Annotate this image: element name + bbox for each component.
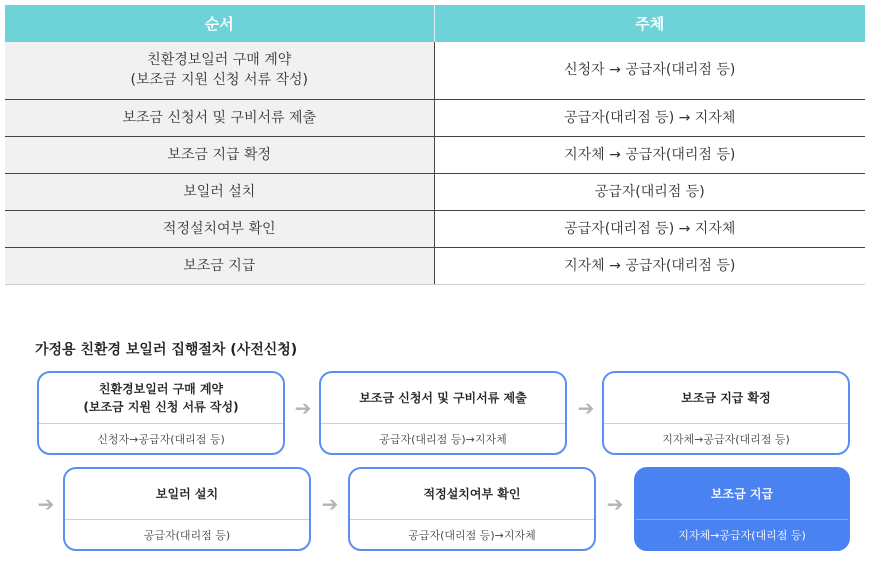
step-cell: 보조금 신청서 및 구비서류 제출	[5, 99, 434, 136]
table-row	[5, 210, 865, 247]
flow-title: 가정용 친환경 보일러 집행절차 (사전신청)	[35, 342, 298, 358]
step-line1: 친환경보일러 구매 계약	[147, 52, 292, 69]
flow-step-title	[39, 373, 283, 424]
flow-step-verify-installation	[348, 467, 596, 551]
table-row	[5, 136, 865, 173]
actor-cell: 지자체 → 공급자(대리점 등)	[434, 247, 865, 284]
table-row	[5, 247, 865, 284]
flow-step-title-line1: 보일러 설치	[155, 487, 219, 501]
flow-step-title-line1: 친환경보일러 구매 계약	[98, 382, 224, 396]
arrow-right-icon: ➔	[577, 396, 595, 420]
table-row	[5, 99, 865, 136]
step-cell: 적정설치여부 확인	[5, 210, 434, 247]
flow-step-confirm-subsidy	[602, 371, 850, 455]
flow-step-title-line1: 보조금 지급	[710, 487, 774, 501]
flow-step-title	[321, 373, 565, 424]
flow-step-title	[350, 469, 594, 520]
flow-step-title-line2: (보조금 지원 신청 서류 작성)	[83, 400, 239, 414]
arrow-right-icon: ➔	[321, 492, 339, 516]
table-row	[5, 42, 865, 99]
step-cell: 보조금 지급	[5, 247, 434, 284]
flow-step-actor: 공급자(대리점 등)→지자체	[379, 432, 507, 446]
flow-step-actor: 신청자→공급자(대리점 등)	[97, 432, 225, 446]
actor-cell: 공급자(대리점 등) → 지자체	[434, 99, 865, 136]
flow-step-actor: 공급자(대리점 등)→지자체	[408, 528, 536, 542]
actor-cell: 신청자 → 공급자(대리점 등)	[434, 42, 865, 99]
step-cell: 보조금 지급 확정	[5, 136, 434, 173]
table-header-row	[5, 5, 865, 42]
flow-step-title-line1: 보조금 지급 확정	[681, 391, 771, 405]
step-cell	[5, 42, 434, 99]
arrow-right-icon: ➔	[37, 492, 55, 516]
process-table	[5, 5, 865, 285]
flow-step-title-line1: 적정설치여부 확인	[423, 487, 521, 501]
flow-step-actor: 공급자(대리점 등)	[143, 528, 231, 542]
header-order: 순서	[5, 5, 434, 42]
flow-step-title	[65, 469, 309, 520]
flow-step-install-boiler	[63, 467, 311, 551]
header-actor: 주체	[434, 5, 865, 42]
flow-step-submit-application	[319, 371, 567, 455]
flow-step-pay-subsidy	[634, 467, 850, 551]
actor-cell: 공급자(대리점 등) → 지자체	[434, 210, 865, 247]
flow-step-actor: 지자체→공급자(대리점 등)	[662, 432, 790, 446]
flow-step-purchase-contract	[37, 371, 285, 455]
table-row	[5, 173, 865, 210]
step-line2: (보조금 지원 신청 서류 작성)	[130, 72, 308, 89]
actor-cell: 지자체 → 공급자(대리점 등)	[434, 136, 865, 173]
flow-step-title	[636, 469, 848, 520]
actor-cell: 공급자(대리점 등)	[434, 173, 865, 210]
flow-step-actor: 지자체→공급자(대리점 등)	[678, 528, 806, 542]
arrow-right-icon: ➔	[606, 492, 624, 516]
step-cell: 보일러 설치	[5, 173, 434, 210]
flow-step-title-line1: 보조금 신청서 및 구비서류 제출	[359, 391, 527, 405]
flow-step-title	[604, 373, 848, 424]
arrow-right-icon: ➔	[294, 396, 312, 420]
